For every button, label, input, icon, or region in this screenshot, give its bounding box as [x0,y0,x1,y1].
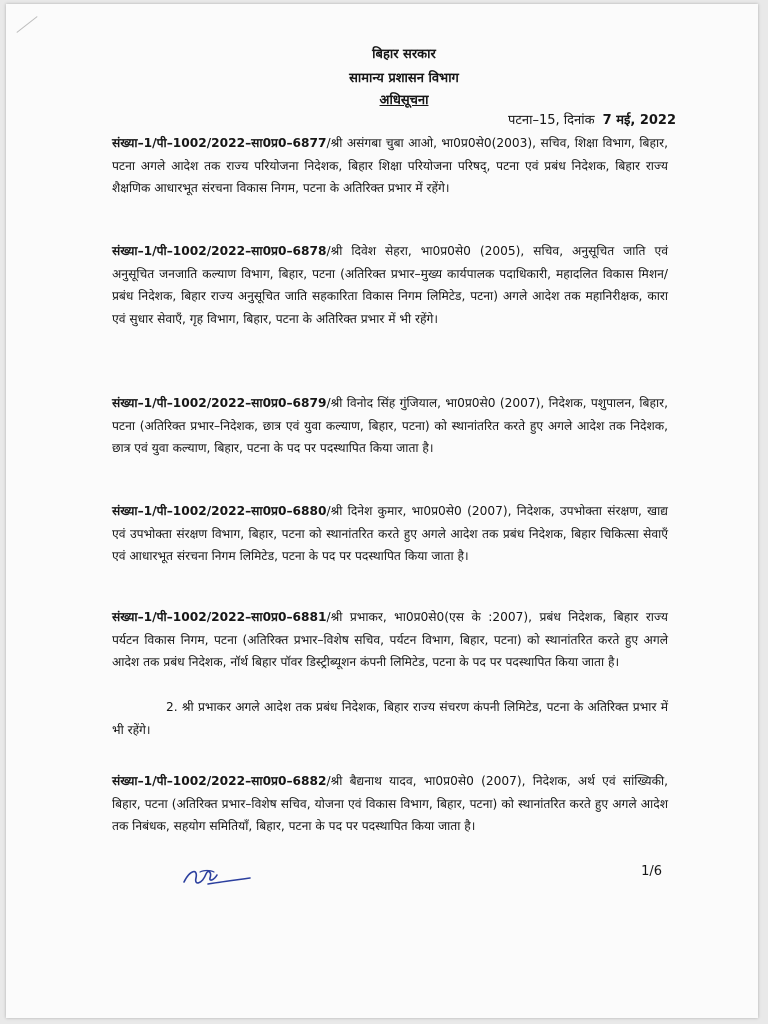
government-heading: बिहार सरकार [372,47,436,62]
order-paragraph-6879 [112,392,668,460]
order-paragraph-6881-clause-2 [112,696,668,741]
order-paragraph-6877 [112,132,668,200]
order-paragraph-6882 [112,770,668,838]
dateline-place: पटना–15, दिनांक [507,113,595,128]
order-reference: संख्या–1/पी–1002/2022–सा0प्र0–6882 [112,774,327,788]
order-reference: संख्या–1/पी–1002/2022–सा0प्र0–6881 [112,610,327,624]
order-paragraph-6880 [112,500,668,568]
order-text: /श्री विनोद सिंह गुंजियाल, भा0प्र0से0 (2007), निदेशक, पशुपालन, बिहार, पटना (अतिरिक्त प्रभार–निदेशक, छात्र एवं युवा कल्याण, बिहार, पटना) को स्थानांतरित करते हुए अगले आदेश तक निदेशक, छात्र एवं युवा कल्याण, बिहार, पटना के पद पर पदस्थापित किया जाता है। [112,396,668,456]
order-text: /श्री बैद्यनाथ यादव, भा0प्र0से0 (2007), निदेशक, अर्थ एवं सांख्यिकी, बिहार, पटना (अतिरिक्त प्रभार–विशेष सचिव, योजना एवं विकास विभाग, बिहार, पटना) को स्थानांतरित करते हुए अगले आदेश तक निबंधक, सहयोग समितियाँ, बिहार, पटना के पद पर पदस्थापित किया जाता है। [112,774,668,834]
department-heading: सामान्य प्रशासन विभाग [349,71,459,86]
order-paragraph-6881 [112,606,668,674]
page-number: 1/6 [641,864,662,879]
order-text: /श्री दिनेश कुमार, भा0प्र0से0 (2007), निदेशक, उपभोक्ता संरक्षण, खाद्य एवं उपभोक्ता संरक्षण विभाग, बिहार, पटना को स्थानांतरित करते हुए अगले आदेश तक प्रबंध निदेशक, बिहार चिकित्सा सेवाएँ एवं आधारभूत संरचना निगम लिमिटेड, पटना के पद पर पदस्थापित किया जाता है। [112,504,668,564]
dateline [508,110,676,128]
order-reference: संख्या–1/पी–1002/2022–सा0प्र0–6879 [112,396,327,410]
order-text: 2. श्री प्रभाकर अगले आदेश तक प्रबंध निदेशक, बिहार राज्य संचरण कंपनी लिमिटेड, पटना के अतिरिक्त प्रभार में भी रहेंगे। [112,700,668,737]
order-reference: संख्या–1/पी–1002/2022–सा0प्र0–6878 [112,244,327,258]
notification-page [6,4,758,1018]
order-text: /श्री असंगबा चुबा आओ, भा0प्र0से0(2003), सचिव, शिक्षा विभाग, बिहार, पटना अगले आदेश तक राज्य परियोजना निदेशक, बिहार शिक्षा परियोजना परिषद्, पटना एवं प्रबंध निदेशक, बिहार राज्य शैक्षणिक आधारभूत संरचना विकास निगम, पटना के अतिरिक्त प्रभार में रहेंगे। [112,136,668,196]
dateline-date: 7 मई, 2022 [602,113,676,128]
order-reference: संख्या–1/पी–1002/2022–सा0प्र0–6880 [112,504,327,518]
notification-title: अधिसूचना [379,93,429,108]
order-text: /श्री दिवेश सेहरा, भा0प्र0से0 (2005), सचिव, अनुसूचित जाति एवं अनुसूचित जनजाति कल्याण विभाग, बिहार, पटना (अतिरिक्त प्रभार–मुख्य कार्यपालक पदाधिकारी, महादलित विकास मिशन/प्रबंध निदेशक, बिहार राज्य अनुसूचित जाति सहकारिता विकास निगम लिमिटेड, पटना) अगले आदेश तक महानिरीक्षक, कारा एवं सुधार सेवाएँ, गृह विभाग, बिहार, पटना के अतिरिक्त प्रभार में भी रहेंगे। [112,244,668,326]
signature-icon [180,860,254,892]
order-paragraph-6878 [112,240,668,330]
scan-mark [16,16,37,33]
order-reference: संख्या–1/पी–1002/2022–सा0प्र0–6877 [112,136,327,150]
order-text: /श्री प्रभाकर, भा0प्र0से0(एस के :2007), प्रबंध निदेशक, बिहार राज्य पर्यटन विकास निगम, पटना (अतिरिक्त प्रभार–विशेष सचिव, पर्यटन विभाग, बिहार, पटना) को स्थानांतरित करते हुए अगले आदेश तक प्रबंध निदेशक, नॉर्थ बिहार पॉवर डिस्ट्रीब्यूशन कंपनी लिमिटेड, पटना के पद पर पदस्थापित किया जाता है। [112,610,668,670]
